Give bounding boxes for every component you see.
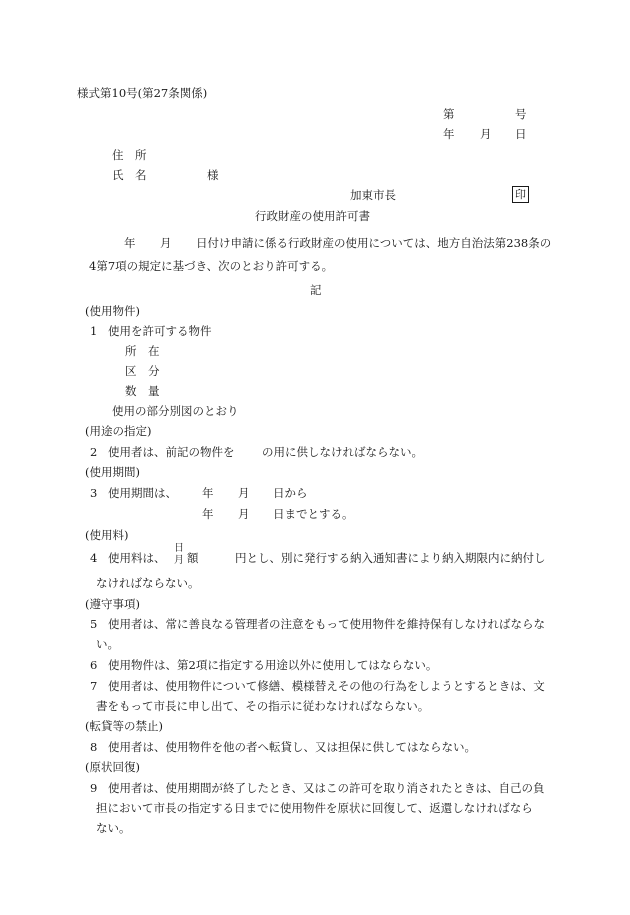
section2-text-a: 使用者は、前記の物件を: [108, 445, 235, 459]
section4-per-month: 月: [174, 555, 184, 566]
section5-number: 5: [90, 617, 98, 631]
doc-no-go: 号: [515, 107, 527, 121]
section3-number: 3: [90, 486, 98, 500]
section3-end-month: 月: [238, 507, 250, 521]
section2-heading: (用途の指定): [85, 424, 152, 438]
issuer-name: 加東市長: [350, 188, 396, 202]
date-month: 月: [480, 127, 492, 141]
section5-line1: 使用者は、常に善良なる管理者の注意をもって使用物件を維持保有しなければならな: [108, 617, 545, 631]
name-label: 氏 名: [112, 168, 147, 182]
section4-text-a: 使用料は、: [108, 551, 166, 565]
section1-category-label: 区 分: [125, 364, 160, 378]
section1-note: 使用の部分別図のとおり: [112, 404, 239, 418]
preamble-line1: 日付け申請に係る行政財産の使用については、地方自治法第238条の: [196, 236, 552, 250]
section9-line3: ない。: [96, 821, 131, 835]
section1-location-label: 所 在: [125, 344, 160, 358]
section4-line2: なければならない。: [96, 576, 200, 590]
ki-label: 記: [310, 283, 322, 297]
section8-number: 8: [90, 740, 98, 754]
section3-text: 使用期間は、: [108, 486, 177, 500]
form-number-header: 様式第10号(第27条関係): [77, 86, 208, 100]
section4-gaku: 額: [187, 551, 199, 565]
section6-text: 使用物件は、第2項に指定する用途以外に使用してはならない。: [108, 658, 438, 672]
section8-text: 使用者は、使用物件を他の者へ転貸し、又は担保に供してはならない。: [108, 740, 476, 754]
section6-number: 6: [90, 658, 98, 672]
date-year: 年: [443, 127, 455, 141]
section9-line1: 使用者は、使用期間が終了したとき、又はこの許可を取り消されたときは、自己の負: [108, 781, 545, 795]
section1-text: 使用を許可する物件: [108, 324, 212, 338]
section1-quantity-label: 数 量: [125, 384, 160, 398]
sama-label: 様: [207, 168, 219, 182]
section5-heading: (遵守事項): [85, 597, 140, 611]
section3-end-year: 年: [202, 507, 214, 521]
section4-per-day: 日: [174, 543, 184, 554]
section4-text-b: 円とし、別に発行する納入通知書により納入期限内に納付し: [235, 551, 546, 565]
section9-line2: 担において市長の指定する日までに使用物件を原状に回復して、返還しなければなら: [96, 801, 533, 815]
document-title: 行政財産の使用許可書: [255, 209, 370, 223]
section2-text-b: の用に供しなければならない。: [262, 445, 423, 459]
section3-start-month: 月: [238, 486, 250, 500]
section1-heading: (使用物件): [85, 304, 140, 318]
section2-number: 2: [90, 445, 98, 459]
section7-line1: 使用者は、使用物件について修繕、模様替えその他の行為をしようとするときは、文: [108, 679, 545, 693]
section1-number: 1: [90, 324, 98, 338]
section7-number: 7: [90, 679, 98, 693]
date-day: 日: [515, 127, 527, 141]
section4-number: 4: [90, 551, 98, 565]
section3-end-day: 日までとする。: [273, 507, 354, 521]
section5-line2: い。: [96, 637, 119, 651]
section4-heading: (使用料): [85, 528, 129, 542]
section8-heading: (転貸等の禁止): [85, 719, 163, 733]
section3-start-day: 日から: [273, 486, 308, 500]
preamble-month: 月: [160, 236, 172, 250]
doc-no-dai: 第: [443, 107, 455, 121]
section3-heading: (使用期間): [85, 465, 140, 479]
seal-mark: 印: [512, 186, 529, 203]
address-label: 住 所: [112, 148, 147, 162]
preamble-line2: 4第7項の規定に基づき、次のとおり許可する。: [89, 259, 334, 273]
preamble-year: 年: [124, 236, 136, 250]
section7-line2: 書をもって市長に申し出て、その指示に従わなければならない。: [96, 699, 430, 713]
section9-number: 9: [90, 781, 98, 795]
section9-heading: (原状回復): [85, 760, 140, 774]
section3-start-year: 年: [202, 486, 214, 500]
